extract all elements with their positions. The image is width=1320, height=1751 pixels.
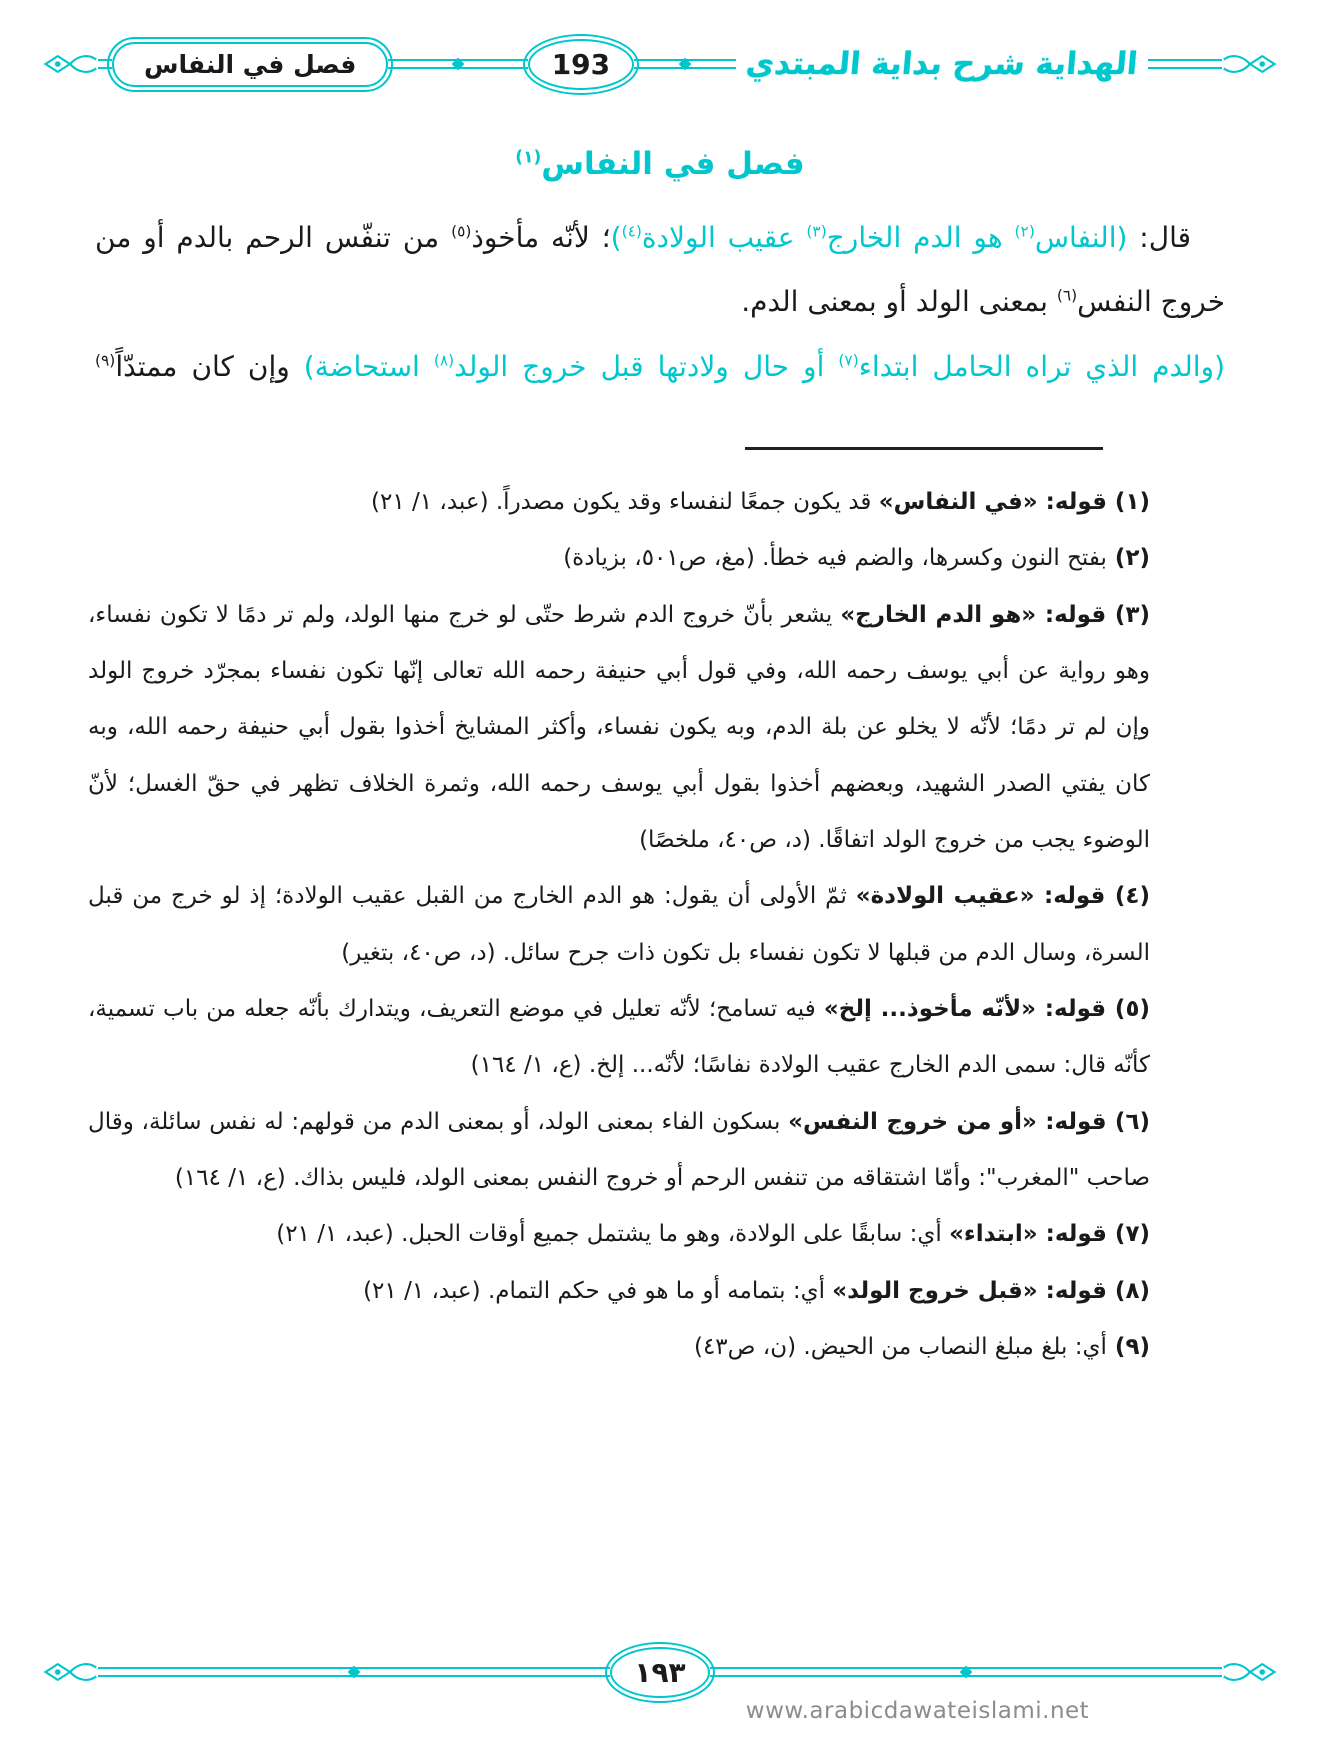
heading-footnote-marker: (١) bbox=[515, 147, 542, 168]
footnote bbox=[88, 474, 1150, 530]
text-run: من تنفّس الرحم بالدم أو من خروج النفس bbox=[95, 221, 1225, 319]
ornament-rail bbox=[388, 59, 527, 69]
text-run: يشعر بأنّ خروج الدم شرط حتّى لو خرج منها الولد، ولم تر دمًا لا تكون نفساء، وهو رواية عن أبي يوسف رحمه الله، وفي قول أبي حنيفة رحمه الله تعالى إنّها تكون نفساء بمجرّد خروج الولد وإن لم تر دمًا؛ لأنّه لا يخلو عن بلة الدم، وبه يكون نفساء، وأكثر المشايخ أخذوا بقول أبي حنيفة رحمه الله، وبه كان يفتي الصدر الشهيد، وبعضهم أخذوا بقول أبي يوسف رحمه الله، وثمرة الخلاف تظهر في حقّ الغسل؛ لأنّ الوضوء يجب من خروج الولد اتفاقًا. (د، ص٤٠، ملخصًا) bbox=[88, 601, 1150, 854]
footnote bbox=[88, 1206, 1150, 1262]
text-run: قد يكون جمعًا لنفساء وقد يكون مصدراً. (عبد، ١/ ٢١) bbox=[370, 489, 879, 515]
text-run: أي: سابقًا على الولادة، وهو ما يشتمل جميع أوقات الحبل. (عبد، ١/ ٢١) bbox=[276, 1221, 950, 1248]
footnote bbox=[88, 868, 1150, 981]
body-paragraph bbox=[95, 335, 1225, 399]
footnote-number: (٧) bbox=[1106, 1221, 1150, 1248]
footnote-marker: (٥) bbox=[451, 222, 472, 241]
text-run: عقيب الولادة bbox=[641, 221, 807, 254]
footnote-marker: (٦) bbox=[1056, 287, 1078, 306]
footer-ornament bbox=[42, 1642, 1278, 1702]
text-run: أي: بلغ مبلغ النصاب من الحيض. (ن، ص٤٣) bbox=[693, 1334, 1107, 1361]
section-heading bbox=[0, 146, 1320, 182]
footnote-marker: (٢) bbox=[1014, 222, 1035, 241]
ornament-rail bbox=[710, 1667, 1222, 1677]
text-run: أي: بتمامه أو ما هو في حكم التمام. (عبد، ١/ ٢١) bbox=[363, 1277, 833, 1304]
footnote-marker: (٤) bbox=[621, 222, 642, 241]
text-run: قوله: «عقيب الولادة» bbox=[855, 883, 1106, 910]
watermark-url: www.arabicdawateislami.net bbox=[745, 1698, 1090, 1724]
text-run: استحاضة) bbox=[303, 349, 434, 383]
page-number-badge-arabic bbox=[610, 1647, 709, 1698]
text-run: وإن كان ممتدّاً bbox=[115, 349, 304, 383]
footnote bbox=[88, 1094, 1150, 1207]
footnote-marker: (٣) bbox=[806, 222, 827, 241]
ornament-rail bbox=[634, 59, 736, 69]
text-run: قوله: «ابتداء» bbox=[949, 1221, 1107, 1248]
footnote-number: (١) bbox=[1106, 489, 1150, 515]
page-number-arabic: ١٩٣ bbox=[634, 1655, 686, 1689]
footnote-number: (٥) bbox=[1106, 996, 1150, 1023]
text-run: قوله: «قبل خروج الولد» bbox=[832, 1277, 1107, 1304]
section-label-box bbox=[112, 42, 388, 87]
text-run: قوله: «أو من خروج النفس» bbox=[788, 1108, 1107, 1135]
footnote bbox=[88, 1319, 1150, 1375]
ornament-rail bbox=[98, 1667, 610, 1677]
footnote-number: (٨) bbox=[1106, 1277, 1150, 1304]
footnote-number: (٣) bbox=[1106, 601, 1150, 628]
footnote-number: (٦) bbox=[1106, 1108, 1151, 1135]
ornament-flourish-icon bbox=[42, 49, 98, 79]
ornament-rail bbox=[1148, 59, 1222, 69]
text-run: بفتح النون وكسرها، والضم فيه خطأ. (مغ، ص٥٠١، بزيادة) bbox=[563, 545, 1107, 572]
footnote-marker: (٩) bbox=[95, 351, 116, 370]
ornament-flourish-icon bbox=[42, 1657, 98, 1687]
footnote-number: (٢) bbox=[1106, 545, 1150, 572]
footnote-marker: (٧) bbox=[838, 351, 859, 370]
footnote bbox=[88, 530, 1150, 586]
footnote-number: (٤) bbox=[1105, 883, 1150, 910]
section-label: فصل في النفاس bbox=[144, 49, 357, 79]
text-run: (والدم الذي تراه الحامل ابتداء bbox=[858, 349, 1225, 383]
body-paragraphs bbox=[95, 206, 1225, 399]
text-run: قوله: «في النفاس» bbox=[878, 489, 1107, 515]
footnote-separator bbox=[745, 447, 1103, 450]
text-run: أو حال ولادتها قبل خروج الولد bbox=[454, 349, 839, 383]
page-number-badge bbox=[528, 39, 634, 90]
ornament-flourish-icon bbox=[1222, 49, 1278, 79]
text-run: قوله: «هو الدم الخارج» bbox=[840, 601, 1107, 628]
footnotes bbox=[88, 474, 1150, 1376]
footnote-marker: (٨) bbox=[433, 351, 455, 370]
footnote bbox=[88, 587, 1150, 869]
footnote-number: (٩) bbox=[1106, 1334, 1150, 1361]
body-paragraph bbox=[95, 206, 1225, 335]
footnote bbox=[88, 981, 1150, 1094]
ornament-flourish-icon bbox=[1222, 1657, 1278, 1687]
text-run: فيه تسامح؛ لأنّه تعليل في موضع التعريف، ويتدارك بأنّه جعله من باب تسمية، كأنّه قال: سمى الدم الخارج عقيب الولادة نفاسًا؛ لأنّه... إلخ. (ع، ١/ ١٦٤) bbox=[88, 996, 1150, 1079]
header-ornament bbox=[42, 34, 1278, 94]
text-run: بسكون الفاء بمعنى الولد، أو بمعنى الدم من قولهم: له نفس سائلة، وقال صاحب "المغرب": وأمّا اشتقاقه من تنفس الرحم أو خروج النفس بمعنى الولد، فليس بذاك. (ع، ١/ ١٦٤) bbox=[88, 1108, 1150, 1192]
footnote bbox=[88, 1263, 1150, 1319]
text-run: ) bbox=[610, 221, 622, 254]
book-title: الهداية شرح بداية المبتدي bbox=[744, 46, 1140, 82]
heading-text: فصل في النفاس bbox=[541, 146, 805, 182]
text-run: ثمّ الأولى أن يقول: هو الدم الخارج من القبل عقيب الولادة؛ إذ لو خرج من قبل السرة، وسال الدم من قبلها لا تكون نفساء بل تكون ذات جرح سائل. (د، ص٤٠، بتغير) bbox=[88, 883, 1150, 966]
text-run: قوله: «لأنّه مأخوذ... إلخ» bbox=[823, 996, 1107, 1023]
page-number: 193 bbox=[551, 47, 611, 81]
text-run: هو الدم الخارج bbox=[826, 221, 1015, 254]
text-run: ؛ لأنّه مأخوذ bbox=[471, 221, 611, 254]
text-run: قال: bbox=[1127, 221, 1192, 254]
text-run: (النفاس bbox=[1034, 221, 1128, 254]
text-run: بمعنى الولد أو بمعنى الدم. bbox=[741, 285, 1057, 319]
